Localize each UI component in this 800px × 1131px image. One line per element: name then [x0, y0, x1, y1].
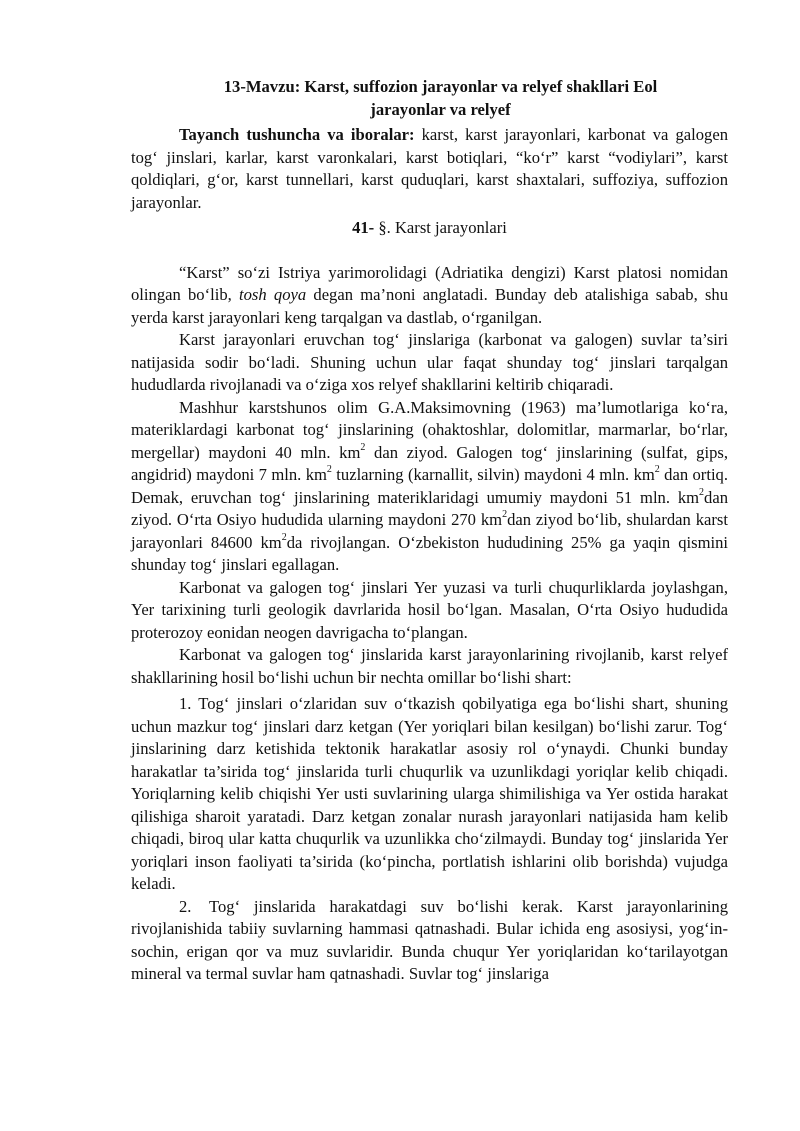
text-run: da rivojlangan. O‘zbekiston hududining 25% ga yaqin qismini shunday tog‘ jinslari egallagan. — [131, 532, 728, 574]
superscript: 2 — [654, 464, 660, 476]
keywords-label: Tayanch tushuncha va iboralar: — [179, 125, 415, 144]
superscript: 2 — [360, 441, 366, 453]
keywords-text: karst, karst jarayonlari, karbonat va galogen tog‘ jinslari, karlar, karst varonkalari, karst botiqlari, “ko‘r” karst “vodiylari”, karst qoldiqlari, g‘or, karst tunnellari, karst quduqlari, karst shaxtalari, suffoziya, suffozion jarayonlar. — [131, 125, 728, 212]
text-run: dan ortiq. Demak, eruvchan tog‘ jinslarining materiklaridagi umumiy maydoni 51 mln. km — [131, 465, 728, 507]
paragraph-karst-etymology — [131, 262, 728, 330]
text-run: tuzlarning (karnallit, silvin) maydoni 4 mln. km — [331, 465, 655, 484]
list-item-condition-2 — [131, 896, 728, 986]
superscript: 2 — [699, 486, 705, 498]
section-number: 41- — [352, 218, 375, 237]
emphasis-tosh-qoya: tosh qoya — [239, 285, 307, 304]
section-title: §. Karst jarayonlari — [374, 218, 507, 237]
text-run: Mashhur karstshunos olim G.A.Maksimovning (1963) ma’lumotlariga ko‘ra, materiklardagi karbonat tog‘ jinslarining (ohaktoshlar, dolomitlar, marmarlar, bo‘rlar, mergellar) maydoni 40 mln. km — [131, 397, 728, 462]
title-line-2: jarayonlar va relyef — [370, 99, 511, 119]
list-item-condition-1 — [131, 693, 728, 896]
paragraph-maksimov-data — [131, 397, 728, 577]
list-number: 1. — [179, 694, 192, 713]
text-run: degan ma’noni anglatadi. Bunday deb atalishiga sabab, shu yerda karst jarayonlari keng tarqalgan va dastlab, o‘rganilgan. — [131, 285, 728, 327]
superscript: 2 — [281, 531, 287, 543]
paragraph-karst-processes: Karst jarayonlari eruvchan tog‘ jinslariga (karbonat va galogen) suvlar ta’siri natijasida sodir bo‘ladi. Shuning uchun ular faqat shunday tog‘ jinslari tarqalgan hududlarda rivojlanadi va o‘ziga xos relyef shakllarini keltirib chiqaradi. — [131, 330, 728, 394]
section-heading — [131, 217, 728, 240]
list-item-text: Tog‘ jinslarida harakatdagi suv bo‘lishi kerak. Karst jarayonlarining rivojlanishida tabiiy suvlarning hammasi qatnashadi. Bular ichida eng asosiysi, yog‘in-sochin, erigan qor va muz suvlaridir. Bunda chuqur Yer yoriqlaridan ko‘tarilayotgan mineral va termal suvlar ham qatnashadi. Suvlar tog‘ jinslariga — [131, 896, 728, 983]
text-run: “Karst” so‘zi Istriya yarimorolidagi (Adriatika dengizi) Karst platosi nomidan olingan bo‘lib, — [131, 262, 728, 304]
list-number: 2. — [179, 896, 192, 916]
paragraph-rock-location: Karbonat va galogen tog‘ jinslari Yer yuzasi va turli chuqurliklarda joylashgan, Yer tarixining turli geologik davrlarida hosil bo‘lgan. Masalan, O‘rta Osiyo hududida proterozoy eonidan neogen davrigacha to‘plangan. — [131, 577, 728, 642]
text-run: dan ziyod bo‘lib, shulardan karst jarayonlari 84600 km — [131, 510, 728, 552]
title-line-1: 13-Mavzu: Karst, suffozion jarayonlar va relyef shakllari Eol — [223, 77, 658, 96]
keywords-paragraph — [131, 124, 728, 214]
text-run: dan ziyod. O‘rta Osiyo hududida ularning maydoni 270 km — [131, 487, 728, 529]
superscript: 2 — [502, 509, 508, 521]
text-run: dan ziyod. Galogen tog‘ jinslarining (sulfat, gips, angidrid) maydoni 7 mln. km — [131, 442, 728, 484]
paragraph-conditions-intro: Karbonat va galogen tog‘ jinslarida karst jarayonlarining rivojlanib, karst relyef shakllarining hosil bo‘lishi uchun bir nechta omillar bo‘lishi shart: — [131, 645, 728, 687]
page-title — [131, 76, 728, 121]
superscript: 2 — [326, 464, 332, 476]
document-page — [131, 76, 728, 986]
list-item-text: Tog‘ jinslari o‘zlaridan suv o‘tkazish qobilyatiga ega bo‘lishi shart, shuning uchun mazkur tog‘ jinslari darz ketgan (Yer yoriqlari bilan kesilgan) bo‘lishi zarur. Tog‘ jinslarining darz ketishida tektonik harakatlar asosiy rol o‘ynaydi. Chunki bunday harakatlar ta’sirida tog‘ jinslarida turli chuqurlik va uzunlikdagi yoriqlar kelib chiqadi. Yoriqlarning kelib chiqishi Yer usti suvlarining ularga shimilishiga va Yer ostida harakat qilishiga sharoit yaratadi. Darz ketgan zonalar nurash jarayonlari natijasida ham kelib chiqadi, biroq ular katta chuqurlik va uzunlikka cho‘zilmaydi. Bunday tog‘ jinslarida Yer yoriqlari inson faoliyati ta’sirida (ko‘pincha, portlatish ishlarini olib borishda) vujudga keladi. — [131, 694, 728, 893]
